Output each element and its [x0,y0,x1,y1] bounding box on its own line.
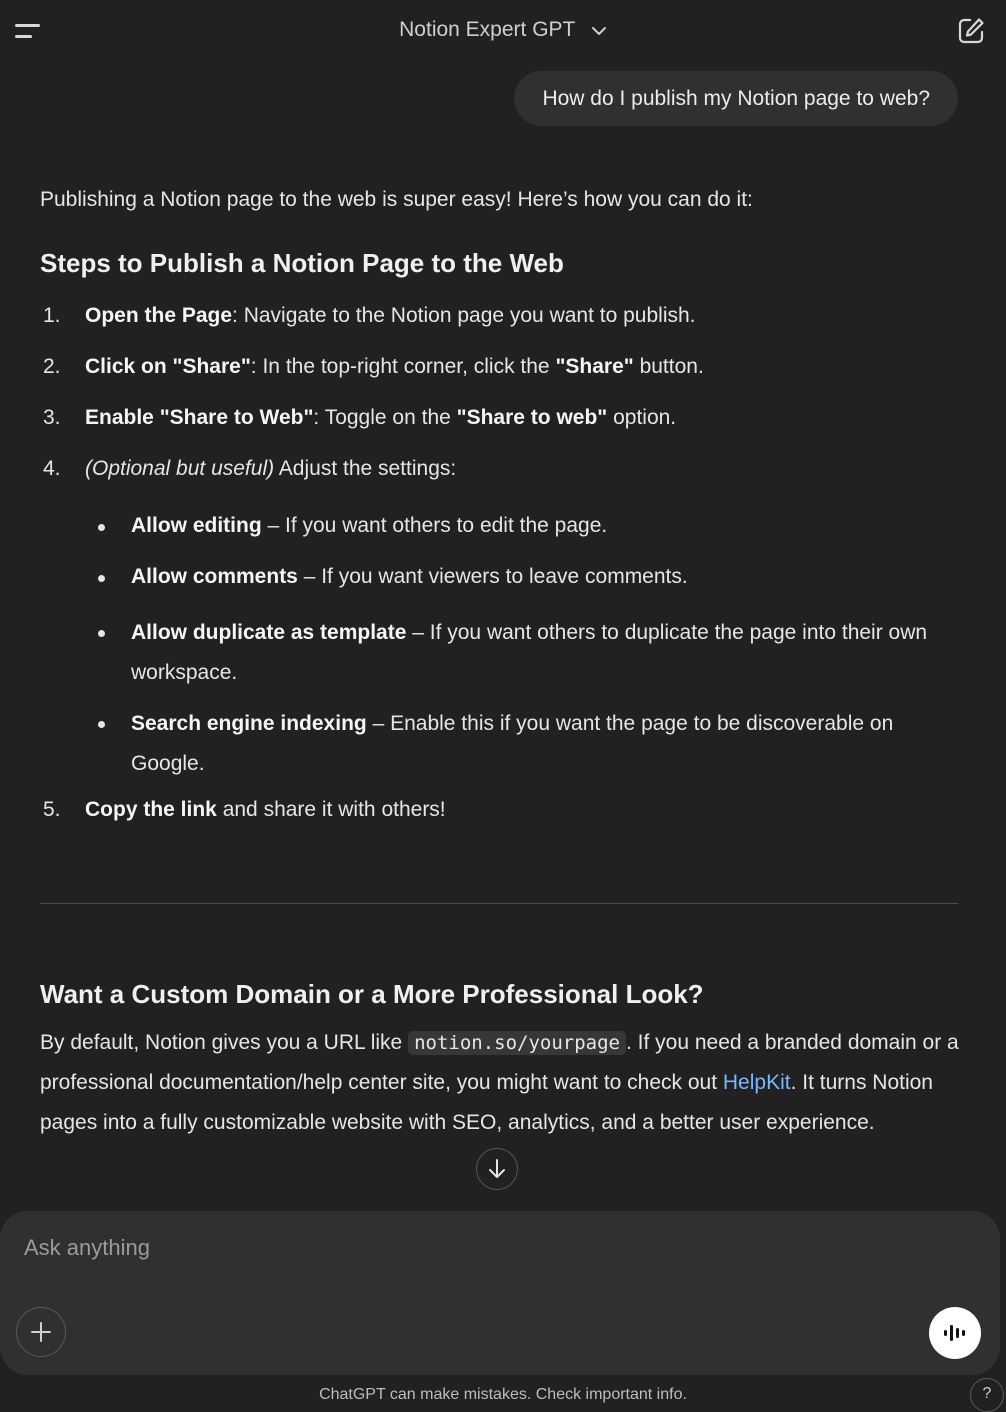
edit-icon[interactable] [956,16,986,46]
voice-waveform-icon[interactable] [929,1307,981,1359]
model-selector[interactable] [0,18,1006,42]
paragraph: By default, Notion gives you a URL like notion.so/yourpage . If you need a branded domain or a professional documentation/help center site, you might want to check out HelpKit. It turns Notion pages into a fully customizable website with SEO, analytics, and a better user experience. [40,1031,959,1134]
list-item: Allow comments – If you want viewers to leave comments. [40,562,960,592]
composer [0,1211,1000,1375]
prompt-input[interactable] [22,1229,906,1267]
list-item: Allow duplicate as template – If you want others to duplicate the page into their own workspace. [40,613,960,693]
list-item: Search engine indexing – Enable this if you want the page to be discoverable on Google. [40,704,960,784]
inline-code: notion.so/yourpage [408,1031,626,1055]
assistant-message [40,185,960,825]
header [0,0,1006,66]
section-heading: Want a Custom Domain or a More Professional Look? [40,979,704,1009]
page-title: Notion Expert GPT [399,18,575,41]
section-heading: Steps to Publish a Notion Page to the Web [40,248,564,278]
list-item: 5. Copy the link and share it with others! [43,798,446,821]
divider [40,903,958,904]
plus-icon[interactable] [16,1307,66,1357]
list-item: 1. Open the Page: Navigate to the Notion page you want to publish. [43,304,696,327]
list-item: 4. (Optional but useful) Adjust the settings: [43,457,457,480]
arrow-down-icon[interactable] [476,1148,518,1190]
disclaimer-text: ChatGPT can make mistakes. Check important info. [319,1386,687,1403]
steps-list [40,301,960,484]
chevron-down-icon [591,18,607,42]
assistant-message-part2 [40,979,960,1143]
list-item: Allow editing – If you want others to edit the page. [40,511,960,541]
intro-text: Publishing a Notion page to the web is super easy! Here’s how you can do it: [40,188,753,211]
list-item: 3. Enable "Share to Web": Toggle on the "Share to web" option. [43,406,677,429]
settings-list [40,511,960,784]
help-button[interactable]: ? [970,1378,1004,1412]
steps-list-continued [40,795,960,825]
helpkit-link[interactable]: HelpKit [722,1071,791,1094]
user-message: How do I publish my Notion page to web? [514,71,958,126]
list-item: 2. Click on "Share": In the top-right corner, click the "Share" button. [43,355,704,378]
